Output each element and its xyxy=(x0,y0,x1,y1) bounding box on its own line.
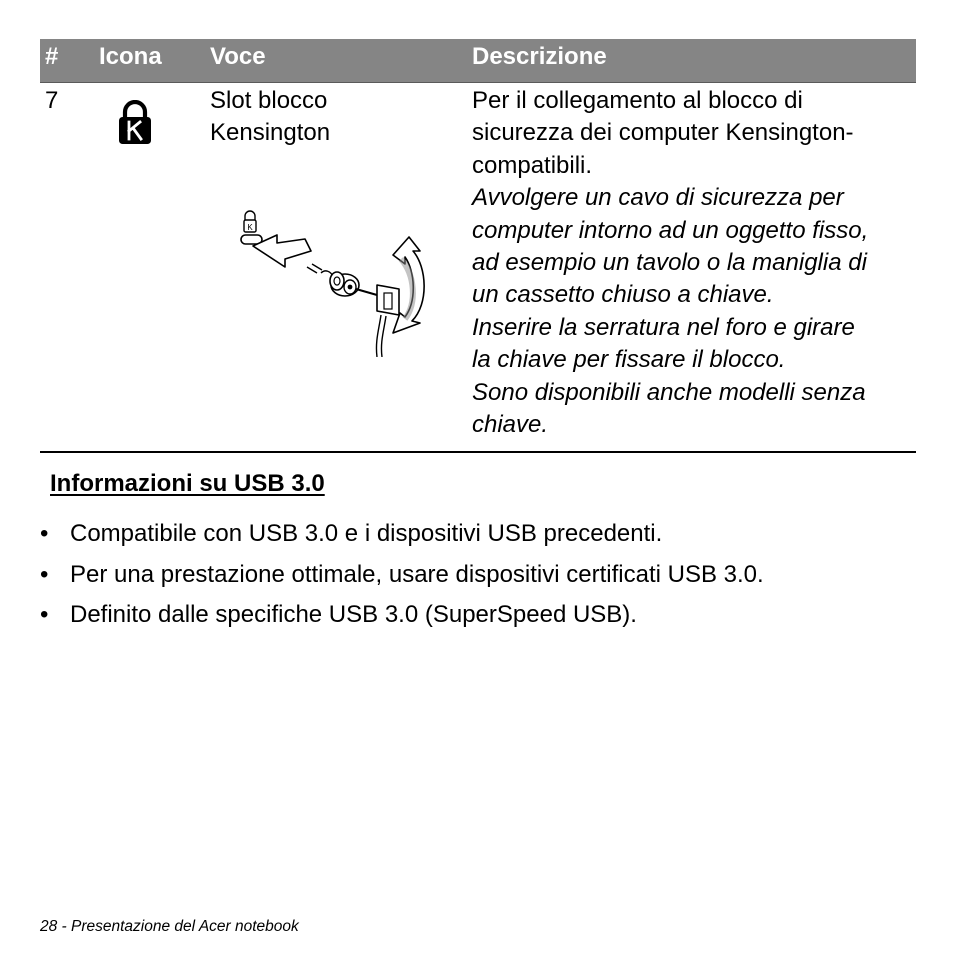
header-item: Voce xyxy=(210,43,266,70)
table-row xyxy=(40,83,916,453)
bullet-icon: • xyxy=(40,560,49,588)
row-number: 7 xyxy=(45,87,59,114)
illustration-lock-label: K xyxy=(247,223,253,232)
description-italic-line: Sono disponibili anche modelli senza xyxy=(472,378,866,406)
description-line: Per il collegamento al blocco di xyxy=(472,87,803,114)
description-italic-line: Avvolgere un cavo di sicurezza per xyxy=(472,184,844,212)
list-item xyxy=(40,595,920,636)
row-description xyxy=(472,85,922,441)
item-name-line: Kensington xyxy=(210,119,331,147)
bullet-icon: • xyxy=(40,520,49,547)
feature-table xyxy=(40,39,916,453)
section-title: Informazioni su USB 3.0 xyxy=(50,470,325,497)
list-item xyxy=(40,514,920,555)
list-item xyxy=(40,555,920,596)
description-italic-line: computer intorno ad un oggetto fisso, xyxy=(472,216,869,244)
page-footer: 28 - Presentazione del Acer notebook xyxy=(40,918,299,935)
row-item-name xyxy=(210,85,440,150)
description-italic-line: ad esempio un tavolo o la maniglia di xyxy=(472,249,867,277)
bullet-list xyxy=(40,514,920,636)
header-icon: Icona xyxy=(99,43,162,70)
bullet-icon: • xyxy=(40,601,49,628)
kensington-lock-icon xyxy=(118,100,152,153)
description-italic-line: la chiave per fissare il blocco. xyxy=(472,346,786,374)
description-line: sicurezza dei computer Kensington- xyxy=(472,119,854,147)
table-header xyxy=(40,39,916,83)
description-line: compatibili. xyxy=(472,151,593,179)
kensington-lock-illustration xyxy=(239,209,429,357)
header-description: Descrizione xyxy=(472,43,607,70)
description-italic-line: un cassetto chiuso a chiave. xyxy=(472,281,774,309)
list-item-text: Compatibile con USB 3.0 e i dispositivi USB precedenti. xyxy=(70,520,663,547)
header-number: # xyxy=(45,43,59,70)
list-item-text: Definito dalle specifiche USB 3.0 (SuperSpeed USB). xyxy=(70,601,637,628)
description-italic-line: Inserire la serratura nel foro e girare xyxy=(472,313,855,341)
description-italic-line: chiave. xyxy=(472,411,549,439)
item-name-line: Slot blocco xyxy=(210,87,328,114)
list-item-text: Per una prestazione ottimale, usare dispositivi certificati USB 3.0. xyxy=(70,560,764,588)
